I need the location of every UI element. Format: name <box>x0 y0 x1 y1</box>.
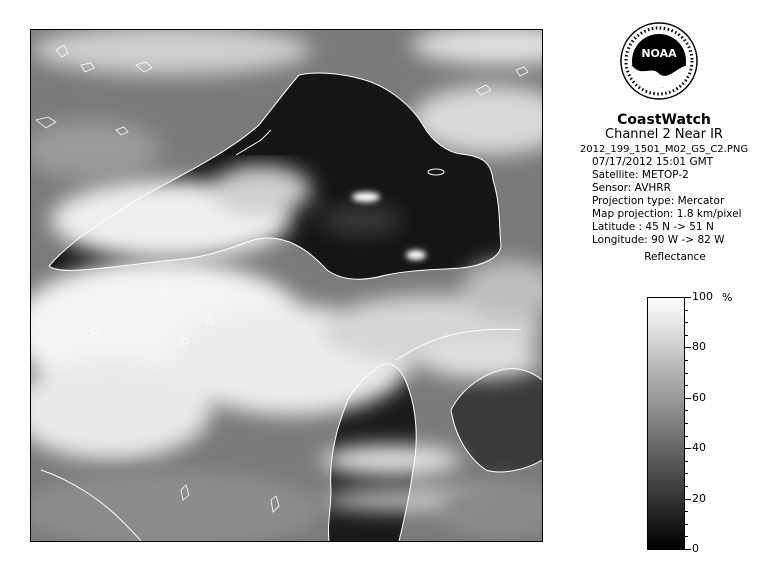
colorbar-major-tick <box>685 549 691 550</box>
longitude-label: Longitude: 90 W -> 82 W <box>592 234 725 246</box>
map-projection-label: Map projection: 1.8 km/pixel <box>592 208 742 220</box>
latitude-label: Latitude : 45 N -> 51 N <box>592 221 714 233</box>
colorbar-minor-tick <box>685 322 688 323</box>
colorbar-minor-tick <box>685 360 688 361</box>
colorbar-tick-label: 20 <box>692 491 706 505</box>
colorbar-minor-tick <box>685 524 688 525</box>
colorbar-minor-tick <box>685 536 688 537</box>
colorbar-major-tick <box>685 499 691 500</box>
noaa-logo-svg <box>619 15 699 107</box>
colorbar-title: Reflectance <box>644 251 706 263</box>
brand-title: CoastWatch <box>617 112 711 128</box>
colorbar-minor-tick <box>685 486 688 487</box>
colorbar-minor-tick <box>685 511 688 512</box>
colorbar-minor-tick <box>685 410 688 411</box>
colorbar-minor-tick <box>685 461 688 462</box>
satellite-map-svg <box>31 30 542 541</box>
colorbar-minor-tick <box>685 335 688 336</box>
colorbar-minor-tick <box>685 373 688 374</box>
colorbar-minor-tick <box>685 385 688 386</box>
colorbar-tick-label: 40 <box>692 441 706 455</box>
colorbar-unit: % <box>722 291 733 304</box>
info-panel <box>552 112 776 264</box>
colorbar-minor-tick <box>685 473 688 474</box>
satellite-image <box>30 29 543 542</box>
channel-label: Channel 2 Near IR <box>605 127 723 142</box>
noaa-logo-text: NOAA <box>641 47 677 60</box>
reflectance-colorbar <box>647 297 685 550</box>
colorbar-tick-label: 100 <box>692 290 713 303</box>
projection-type-label: Projection type: Mercator <box>592 195 725 207</box>
colorbar-major-tick <box>685 398 691 399</box>
colorbar-tick-label: 0 <box>692 542 699 555</box>
colorbar-minor-tick <box>685 436 688 437</box>
colorbar-major-tick <box>685 297 691 298</box>
colorbar-ticks <box>685 290 735 555</box>
colorbar-tick-label: 60 <box>692 390 706 404</box>
colorbar-major-tick <box>685 448 691 449</box>
satellite-label: Satellite: METOP-2 <box>592 169 689 181</box>
colorbar-tick-label: 80 <box>692 340 706 354</box>
colorbar-minor-tick <box>685 310 688 311</box>
colorbar-major-tick <box>685 347 691 348</box>
filename-label: 2012_199_1501_M02_GS_C2.PNG <box>579 144 749 155</box>
colorbar-minor-tick <box>685 423 688 424</box>
datetime-label: 07/17/2012 15:01 GMT <box>592 156 714 168</box>
sensor-label: Sensor: AVHRR <box>592 182 671 194</box>
noaa-logo <box>619 15 699 107</box>
